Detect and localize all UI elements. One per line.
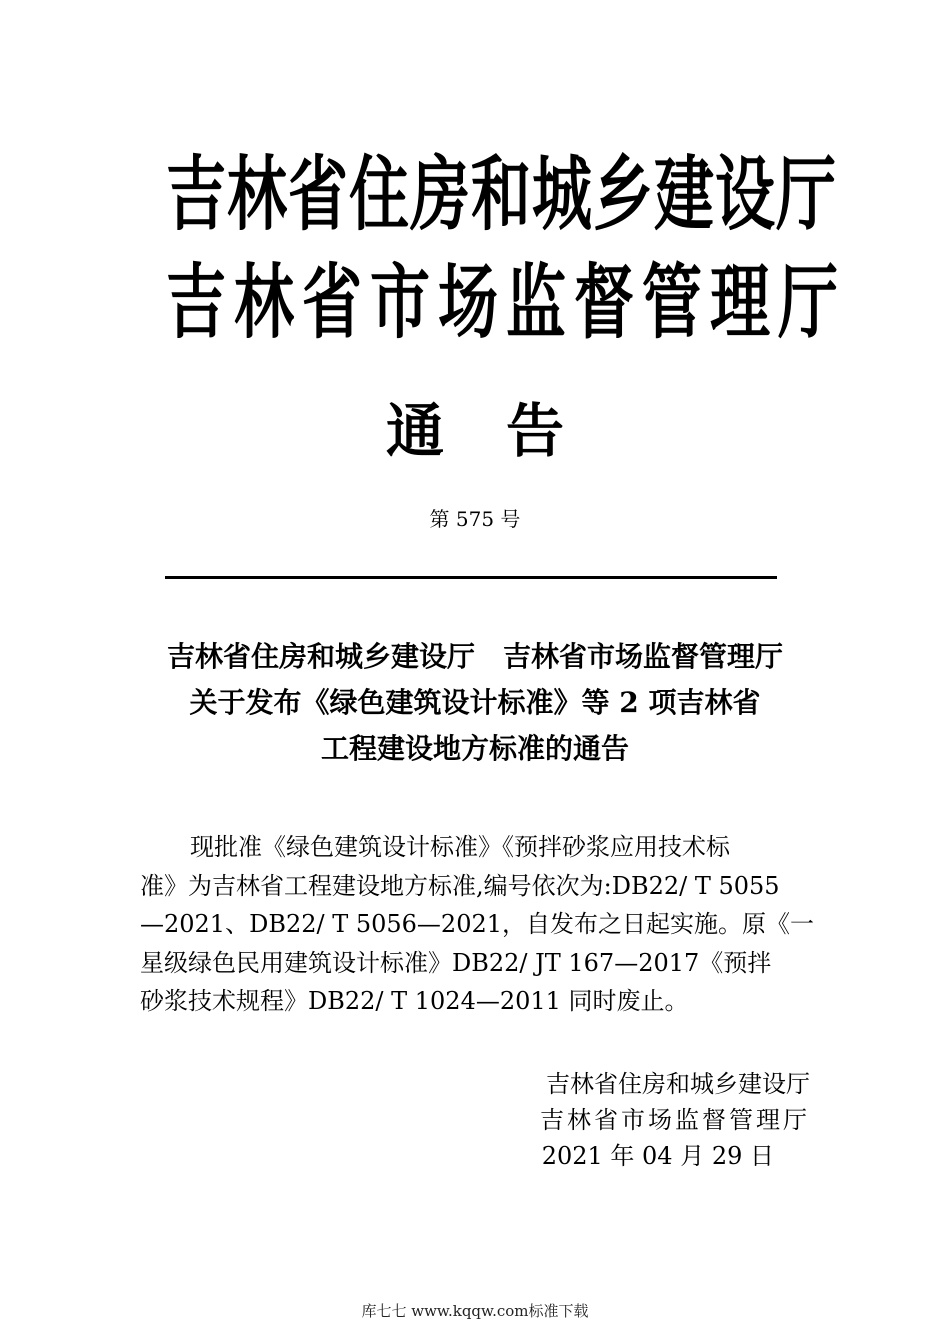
body-line: —2021、DB22/ T 5056—2021，自发布之日起实施。原《一	[140, 910, 815, 938]
signature-block	[540, 1066, 810, 1174]
body-line: 现批准《绿色建筑设计标准》《预拌砂浆应用技术标	[190, 833, 730, 861]
notice-heading: 通告	[385, 397, 626, 465]
signature-issuer-1: 吉林省住房和城乡建设厅	[546, 1070, 810, 1098]
signature-date: 2021 年 04 月 29 日	[541, 1142, 774, 1170]
body-line: 砂浆技术规程》DB22/ T 1024—2011 同时废止。	[140, 987, 689, 1015]
header-divider	[165, 576, 777, 579]
document-number: 第 575 号	[429, 507, 521, 531]
body-line: 星级绿色民用建筑设计标准》DB22/ JT 167—2017《预拌	[140, 948, 772, 977]
title-line: 关于发布《绿色建筑设计标准》等 2 项吉林省	[189, 686, 761, 719]
footer-watermark: 库七七 www.kqqw.com标准下载	[361, 1302, 589, 1320]
notice-body	[140, 828, 815, 1021]
body-line: 准》为吉林省工程建设地方标准,编号依次为:DB22/ T 5055	[140, 871, 780, 900]
notice-title	[0, 634, 950, 772]
title-line: 吉林省住房和城乡建设厅 吉林省市场监督管理厅	[166, 640, 783, 673]
issuer-housing-department: 吉林省住房和城乡建设厅	[166, 148, 837, 243]
issuer-market-supervision: 吉林省市场监督管理厅	[166, 256, 846, 351]
title-line: 工程建设地方标准的通告	[320, 732, 629, 765]
signature-issuer-2: 吉林省市场监督管理厅	[540, 1106, 810, 1134]
